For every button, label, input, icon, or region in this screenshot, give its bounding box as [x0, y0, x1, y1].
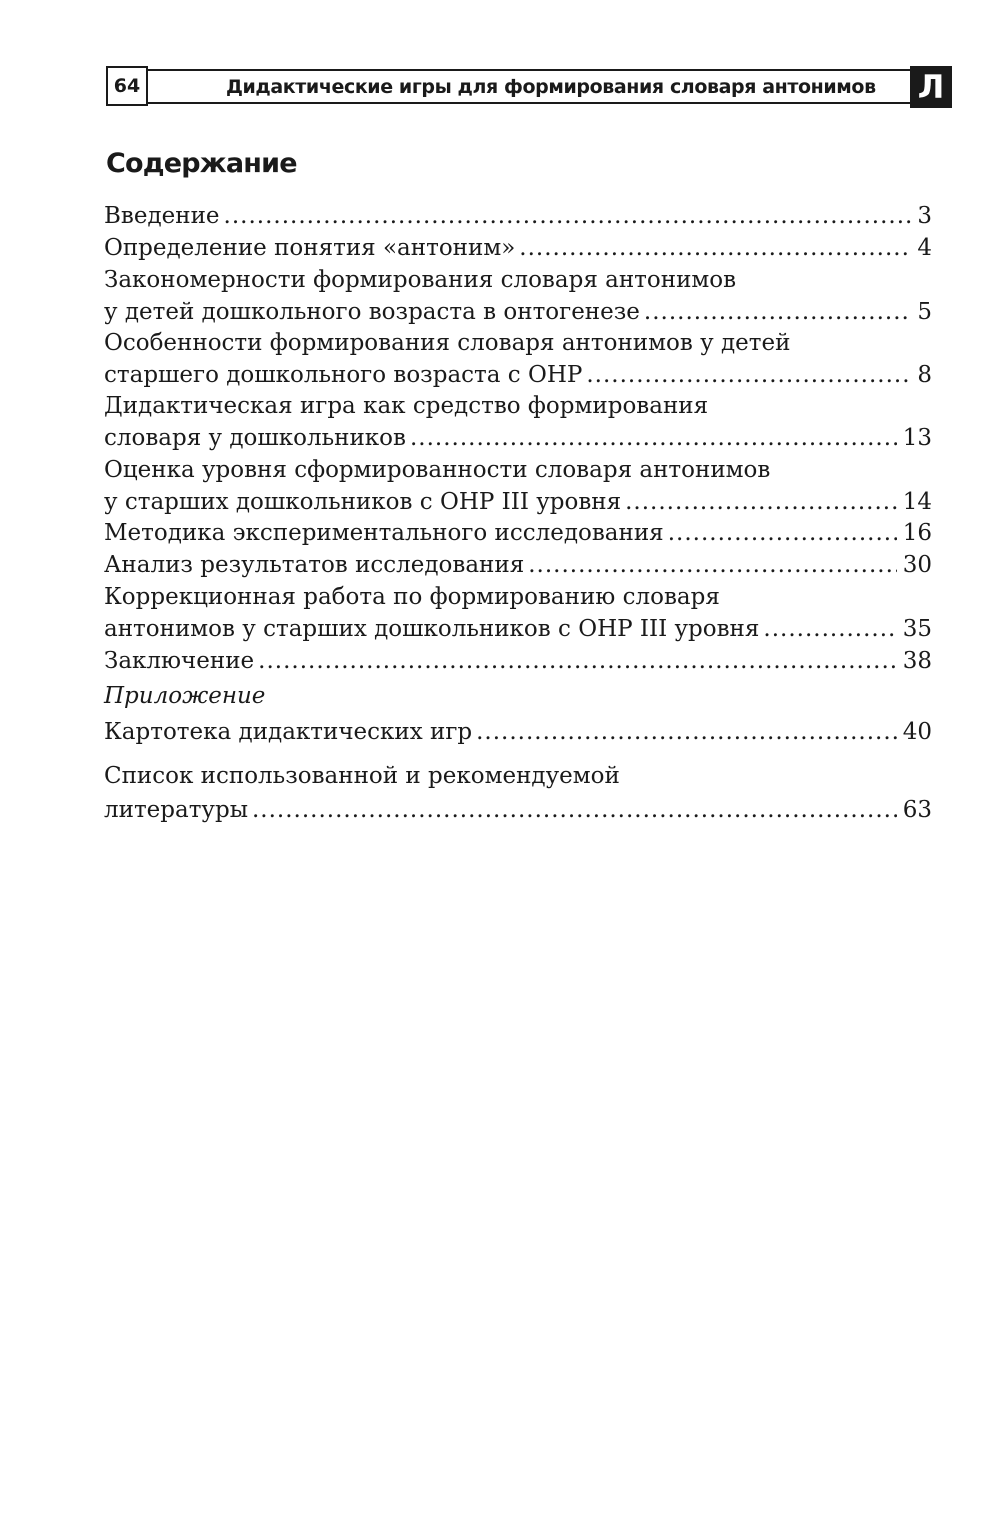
toc-entry-line — [104, 486, 932, 518]
toc-entry-line — [104, 296, 932, 328]
toc-entry-title: антонимов у старших дошкольников с ОНР III уровня — [104, 616, 760, 642]
toc-page-number: 14 — [902, 489, 932, 515]
header-rule-top — [148, 69, 910, 71]
toc-page-number: 40 — [902, 719, 932, 745]
toc-entry-title: Особенности формирования словаря антонимов у детей — [104, 330, 791, 356]
dot-leader — [252, 794, 897, 826]
toc-entry-line-continued — [104, 760, 932, 792]
toc-entry-title: литературы — [104, 797, 248, 823]
publisher-logo: Л — [910, 66, 952, 108]
toc-page-number: 13 — [902, 425, 932, 451]
toc-entry-title: Анализ результатов исследования — [104, 552, 525, 578]
toc-entry-title: Определение понятия «антоним» — [104, 235, 516, 261]
toc-page-number: 8 — [917, 362, 932, 388]
toc-entry-line-continued — [104, 327, 932, 359]
toc-page-number: 38 — [902, 648, 932, 674]
toc-entry-title: Список использованной и рекомендуемой — [104, 763, 620, 789]
toc-entry-line-continued — [104, 581, 932, 613]
dot-leader — [625, 486, 897, 518]
toc-page-number: 4 — [917, 235, 932, 261]
dot-leader — [224, 200, 912, 232]
toc-entry-line — [104, 716, 932, 748]
toc-entry-line — [104, 613, 932, 645]
toc-entry-title: Методика экспериментального исследования — [104, 520, 664, 546]
toc-page-number: 30 — [902, 552, 932, 578]
dot-leader — [519, 232, 911, 264]
toc-entry-title: Оценка уровня сформированности словаря антонимов — [104, 457, 771, 483]
toc-page-number: 16 — [902, 520, 932, 546]
dot-leader — [410, 422, 897, 454]
toc-entry-line — [104, 200, 932, 232]
toc-page-number: 3 — [917, 203, 932, 229]
dot-leader — [668, 517, 897, 549]
toc-entry-line — [104, 422, 932, 454]
dot-leader — [258, 645, 897, 677]
toc-entry-title: у детей дошкольного возраста в онтогенезе — [104, 299, 640, 325]
toc-entry-title: Введение — [104, 203, 220, 229]
toc-entry-line-continued — [104, 264, 932, 296]
dot-leader — [644, 296, 911, 328]
page-number: 64 — [106, 66, 148, 106]
dot-leader — [476, 716, 897, 748]
dot-leader — [528, 549, 896, 581]
dot-leader — [763, 613, 896, 645]
toc-entry-title: Дидактическая игра как средство формирования — [104, 393, 709, 419]
running-header — [106, 66, 950, 108]
toc-entry-title: Закономерности формирования словаря антонимов — [104, 267, 737, 293]
running-title: Дидактические игры для формирования словаря антонимов — [226, 76, 876, 98]
header-rule-bottom — [148, 102, 910, 104]
toc-page-number: 35 — [902, 616, 932, 642]
toc-entry-title: Коррекционная работа по формированию словаря — [104, 584, 720, 610]
toc-entry-line-continued — [104, 454, 932, 486]
toc-entry-line-continued — [104, 390, 932, 422]
toc-entry-title: словаря у дошкольников — [104, 425, 406, 451]
toc-entry-line — [104, 517, 932, 549]
dot-leader — [586, 359, 911, 391]
appendix-heading: Приложение — [104, 683, 266, 709]
toc-entry-line — [104, 645, 932, 677]
toc-entry-title: Заключение — [104, 648, 255, 674]
toc-page-number: 63 — [902, 797, 932, 823]
toc-entry-title: старшего дошкольного возраста с ОНР — [104, 362, 583, 388]
toc-entry-line — [104, 794, 932, 826]
toc-heading: Содержание — [106, 148, 297, 179]
toc-entry-line — [104, 232, 932, 264]
toc-entry-title: у старших дошкольников с ОНР III уровня — [104, 489, 622, 515]
toc-entry-title: Картотека дидактических игр — [104, 719, 473, 745]
toc-entry-line — [104, 549, 932, 581]
toc-page-number: 5 — [917, 299, 932, 325]
toc-entry-line — [104, 359, 932, 391]
